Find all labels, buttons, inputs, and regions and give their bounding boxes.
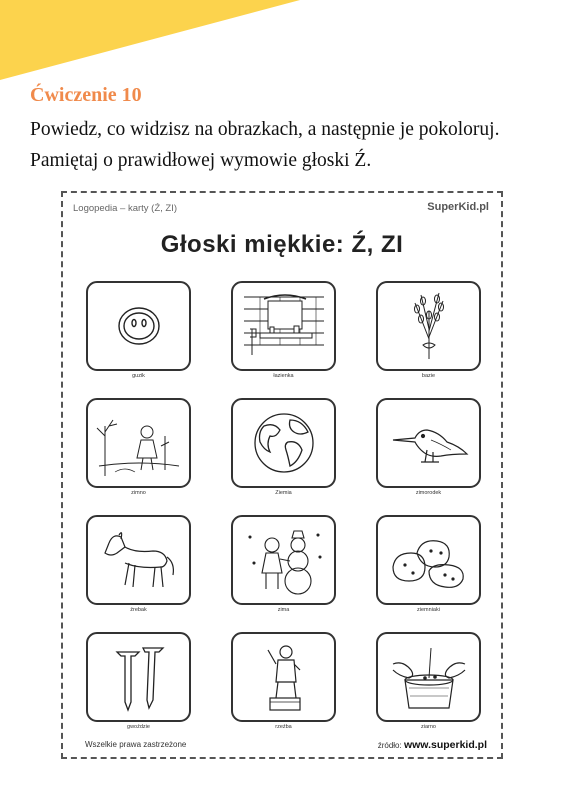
worksheet-source-label: źródło: [377, 741, 402, 750]
picture-caption: bazie [421, 373, 436, 379]
picture-caption: rzeźba [275, 724, 292, 730]
worksheet-header-right: SuperKid.pl [427, 201, 489, 213]
picture-caption: zimorodek [415, 490, 442, 496]
picture-grid [76, 281, 492, 732]
winter-walk-icon [95, 406, 183, 480]
exercise-title: Ćwiczenie 10 [30, 84, 142, 106]
worksheet-header-left: Logopedia – karty (Ź, ZI) [73, 203, 178, 214]
picture-caption: ziarno [421, 724, 436, 730]
picture-card [366, 281, 491, 381]
kingfisher-icon [385, 406, 473, 480]
sculpture-icon [240, 640, 328, 714]
picture-caption: ziemniaki [417, 607, 440, 613]
yellow-corner-decoration [0, 0, 568, 80]
earth-globe-icon [240, 406, 328, 480]
picture-card [76, 632, 201, 732]
foal-icon [95, 523, 183, 597]
worksheet-copyright: Wszelkie prawa zastrzeżone [85, 740, 187, 749]
seed-planting-icon [385, 640, 473, 714]
worksheet-title: Głoski miękkie: Ź, ZI [160, 231, 404, 258]
nails-icon [95, 640, 183, 714]
picture-caption: gwoździe [127, 724, 150, 730]
picture-card [76, 398, 201, 498]
picture-caption: guzik [132, 373, 145, 379]
worksheet-source-link[interactable]: www.superkid.pl [403, 739, 487, 751]
button-icon [95, 289, 183, 363]
pussy-willow-icon [385, 289, 473, 363]
picture-card [366, 398, 491, 498]
picture-card [366, 632, 491, 732]
bathroom-icon [240, 289, 328, 363]
worksheet-source [378, 739, 487, 751]
worksheet [61, 191, 503, 759]
picture-caption: zima [277, 607, 290, 613]
picture-card [221, 398, 346, 498]
potatoes-icon [385, 523, 473, 597]
snowman-icon [240, 523, 328, 597]
picture-caption: źrebak [130, 607, 147, 613]
exercise-instruction: Powiedz, co widzisz na obrazkach, a następnie je pokoloruj. Pamiętaj o prawidłowej wymowie głoski Ź. [30, 119, 500, 171]
picture-card [366, 515, 491, 615]
picture-card [221, 632, 346, 732]
picture-card [76, 515, 201, 615]
picture-caption: zimno [131, 490, 146, 496]
picture-caption: łazienka [273, 373, 294, 379]
picture-caption: Ziemia [275, 490, 292, 496]
picture-card [76, 281, 201, 381]
picture-card [221, 281, 346, 381]
picture-card [221, 515, 346, 615]
